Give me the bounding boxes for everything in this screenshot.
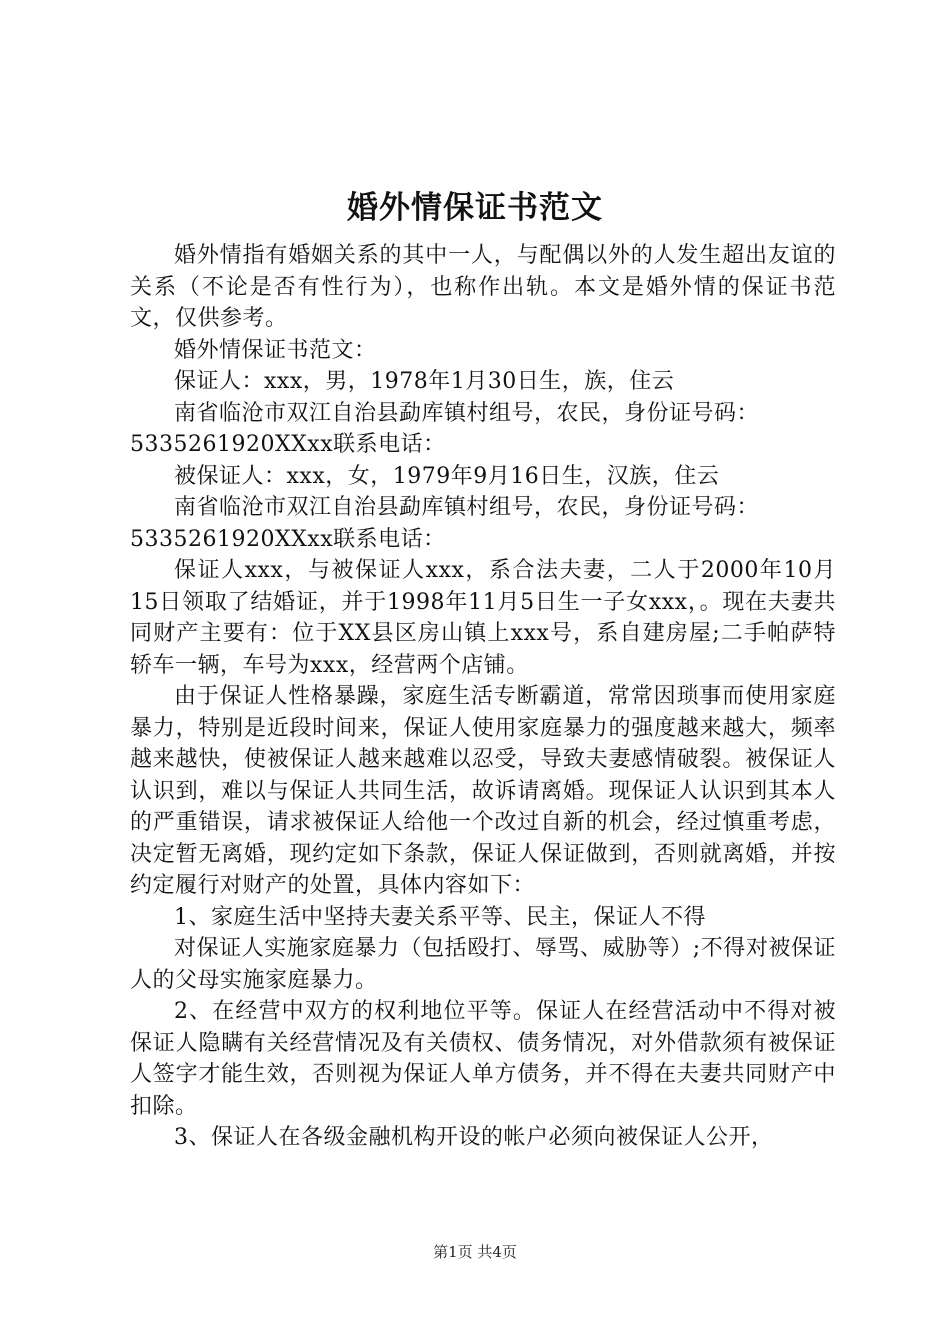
guaranteed-info-line: 被保证人：xxx，女，1979年9月16日生，汉族，住云 [174,463,720,489]
sample-heading: 婚外情保证书范文： [174,337,377,363]
clause-1-rest: 对保证人实施家庭暴力（包括殴打、辱骂、威胁等）;不得对被保证人的父母实施家庭暴力。 [130,936,836,993]
guarantor-info-line: 保证人：xxx，男，1978年1月30日生，族，住云 [174,369,675,394]
clause-3-paragraph: 3、保证人在各级金融机构开设的帐户必须向被保证人公开， [174,1125,774,1150]
clause-2-paragraph: 2、在经营中双方的权利地位平等。保证人在经营活动中不得对被保证人隐瞒有关经营情况及有关债权、债务情况，对外借款须有被保证人签字才能生效，否则视为保证人单方债务，并不得在夫妻共同财产中扣除。 [130,999,836,1119]
page-footer: 第1页 共4页 [433,1243,517,1261]
intro-paragraph: 婚外情指有婚姻关系的其中一人，与配偶以外的人发生超出友谊的关系（不论是否有性行为），也称作出轨。本文是婚外情的保证书范文，仅供参考。 [130,243,836,331]
guaranteed-address-line: 南省临沧市双江自治县勐库镇村组号，农民，身份证号码： [174,495,760,520]
document-title: 婚外情保证书范文 [347,190,603,226]
guarantor-id-line: 5335261920XXxx联系电话： [130,432,446,457]
clause-1-first-line: 1、家庭生活中坚持夫妻关系平等、民主，保证人不得 [174,904,706,930]
reason-paragraph: 由于保证人性格暴躁，家庭生活专断霸道，常常因琐事而使用家庭暴力，特别是近段时间来，保证人使用家庭暴力的强度越来越大，频率越来越快，使被保证人越来越难以忍受，导致夫妻感情破裂。被保证人认识到，难以与保证人共同生活，故诉请离婚。现保证人认识到其本人的严重错误，请求被保证人给他一个改过自新的机会，经过慎重考虑，决定暂无离婚，现约定如下条款，保证人保证做到，否则就离婚，并按约定履行对财产的处置，具体内容如下： [130,684,836,898]
guarantor-address-line: 南省临沧市双江自治县勐库镇村组号，农民，身份证号码： [174,400,760,426]
guaranteed-id-line: 5335261920XXxx联系电话： [130,526,446,552]
marriage-paragraph: 保证人xxx，与被保证人xxx，系合法夫妻，二人于2000年10月15日领取了结婚证，并于1998年11月5日生一子女xxx，。现在夫妻共同财产主要有：位于XX县区房山镇上xxx号，系自建房屋;二手帕萨特轿车一辆，车号为xxx，经营两个店铺。 [130,558,836,678]
document-body [130,240,836,1154]
